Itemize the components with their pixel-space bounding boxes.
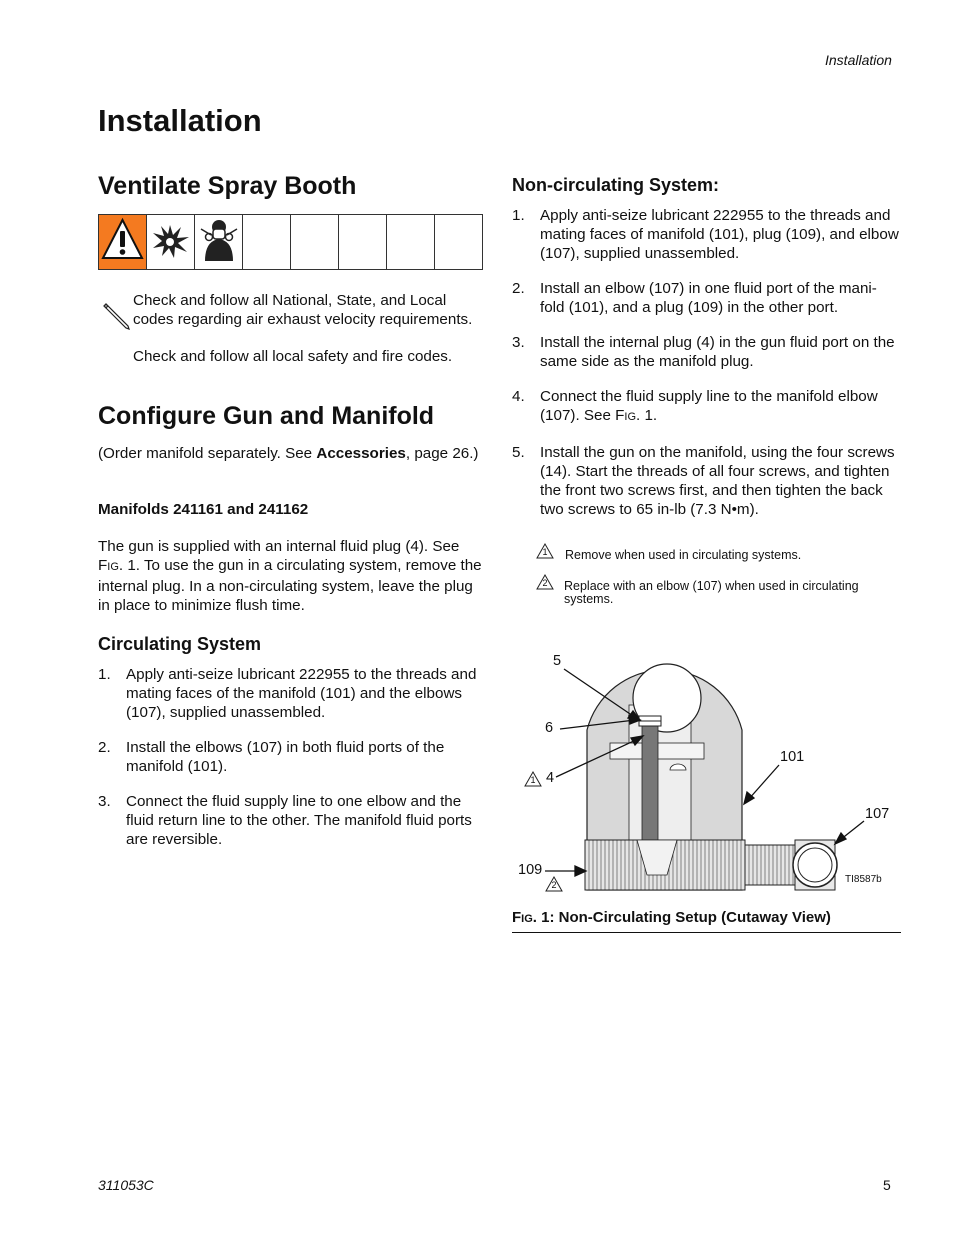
callout-6: 6: [545, 720, 554, 736]
figure-ref-code: TI8587b: [845, 874, 882, 885]
warning-symbol-table: [98, 214, 483, 270]
list-item: 4. Connect the fluid supply line to the manifold elbow (107). See FIG. 1.: [512, 388, 878, 424]
note-triangle-1: 1: [536, 543, 554, 564]
empty-cell: [291, 215, 339, 270]
note-2-text: Replace with an elbow (107) when used in circulating systems.: [564, 579, 859, 606]
list-item: 3. Install the internal plug (4) in the gun fluid port on the same side as the manifold plug.: [512, 334, 895, 370]
respirator-cell: [195, 215, 243, 270]
intro-text: , page 26.): [405, 445, 479, 462]
ventilate-note-1: Check and follow all National, State, and Local codes regarding air exhaust velocity requirements.: [133, 292, 473, 328]
list-item: 1. Apply anti-seize lubricant 222955 to the threads and mating faces of manifold (101), plug (109), and elbow (107), supplied unassembled.: [512, 207, 899, 262]
circulating-heading: Circulating System: [98, 634, 262, 654]
doc-number: 311053C: [98, 1177, 154, 1193]
circulating-steps: [98, 665, 485, 849]
configure-intro: [98, 444, 483, 463]
internal-plug: [642, 720, 658, 855]
list-item: 1. Apply anti-seize lubricant 222955 to the threads and mating faces of the manifold (101) and the elbows (107), supplied unassembled.: [98, 666, 477, 721]
empty-cell: [243, 215, 291, 270]
configure-heading: Configure Gun and Manifold: [98, 402, 435, 430]
explosion-cell: [147, 215, 195, 270]
ventilate-heading: Ventilate Spray Booth: [98, 172, 357, 200]
list-item: 2. Install the elbows (107) in both fluid ports of the manifold (101).: [98, 739, 445, 775]
empty-cell: [387, 215, 435, 270]
ventilate-note-2: Check and follow all local safety and fire codes.: [133, 348, 453, 365]
list-item: 3. Connect the fluid supply line to one elbow and the fluid return line to the other. The manifold fluid ports are reversible.: [98, 793, 472, 848]
page-number: 5: [883, 1177, 891, 1193]
warning-exclamation-icon: [99, 215, 146, 264]
callout-107: 107: [865, 806, 890, 822]
noncirc-heading: Non-circulating System:: [512, 175, 720, 195]
intro-text: (Order manifold separately. See: [98, 445, 317, 462]
manifolds-heading: Manifolds 241161 and 241162: [98, 501, 309, 518]
accessories-reference: Accessories: [316, 445, 406, 462]
paragraph-text: . 1. To use the gun in a circulating system, remove the internal plug. In a non-circulating system, leave the plug in place to minimize flush time.: [98, 557, 482, 614]
callout-4: 4: [546, 770, 555, 786]
note-triangle-2: 2: [536, 574, 554, 595]
list-item: 2. Install an elbow (107) in one fluid port of the mani-fold (101), and a plug (109) in the other port.: [512, 280, 877, 316]
explosion-icon: [147, 215, 194, 264]
small-caps: IG: [107, 561, 119, 573]
callout-triangle-1: 1: [524, 771, 542, 792]
callout-triangle-2: 2: [545, 876, 563, 897]
note-1-text: Remove when used in circulating systems.: [565, 548, 802, 562]
callout-5: 5: [553, 653, 562, 669]
elbow: [745, 845, 795, 885]
running-header: Installation: [825, 52, 892, 68]
cutaway-figure: [512, 640, 902, 900]
respirator-icon: [195, 215, 242, 264]
pencil-note-icon: [100, 300, 132, 332]
noncirc-steps: [512, 206, 900, 519]
page-title: Installation: [98, 103, 262, 138]
empty-cell: [339, 215, 387, 270]
callout-101: 101: [780, 749, 805, 765]
empty-cell: [435, 215, 483, 270]
caption-rule: [512, 932, 901, 933]
configure-paragraph: [98, 537, 483, 615]
figure-caption: FIG. 1: Non-Circulating Setup (Cutaway View): [512, 909, 831, 926]
paragraph-text: The gun is supplied with an internal fluid plug (4). See F: [98, 538, 460, 574]
callout-109: 109: [518, 862, 543, 878]
list-item: 5. Install the gun on the manifold, using the four screws (14). Start the threads of all four screws, and tighten the front two screws first, and then tighten the back two screws to 65 in-lb (7.3 N•m).: [512, 444, 895, 518]
warning-cell: [99, 215, 147, 270]
